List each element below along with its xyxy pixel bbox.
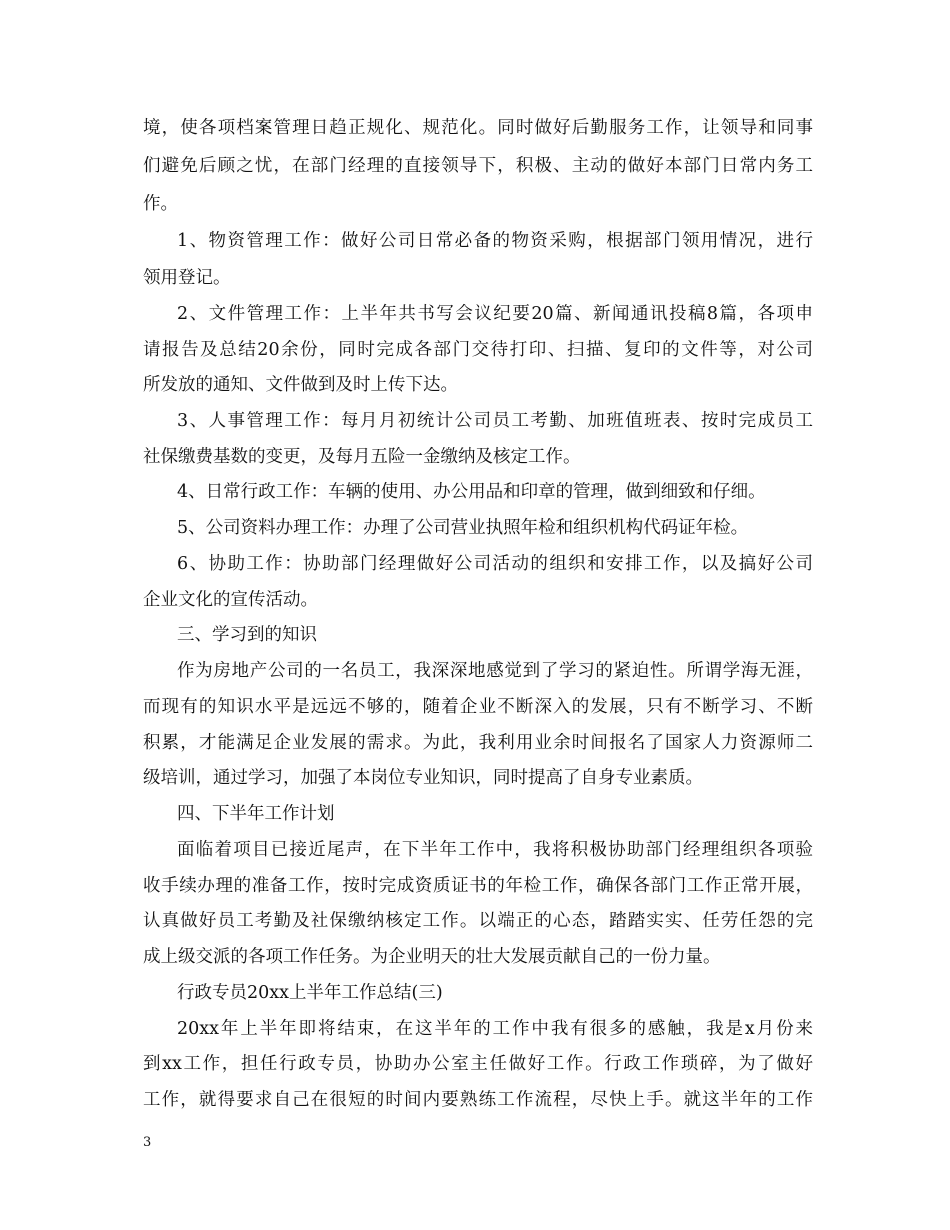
text-line: 请报告及总结20余份，同时完成各部门交待打印、扫描、复印的文件等，对公司 (143, 340, 813, 360)
text-line: 5、公司资料办理工作：办理了公司营业执照年检和组织机构代码证年检。 (177, 518, 749, 538)
text-line: 级培训，通过学习，加强了本岗位专业知识，同时提高了自身专业素质。 (143, 768, 703, 788)
text-line: 认真做好员工考勤及社保缴纳核定工作。以端正的心态，踏踏实实、任劳任怨的完 (143, 911, 813, 931)
text-line: 所发放的通知、文件做到及时上传下达。 (143, 375, 458, 395)
text-line: 成上级交派的各项工作任务。为企业明天的壮大发展贡献自己的一份力量。 (143, 947, 721, 967)
text-line: 面临着项目已接近尾声，在下半年工作中，我将积极协助部门经理组织各项验 (177, 840, 813, 860)
text-line: 4、日常行政工作：车辆的使用、办公用品和印章的管理，做到细致和仔细。 (177, 482, 766, 502)
text-line: 境，使各项档案管理日趋正规化、规范化。同时做好后勤服务工作，让领导和同事 (143, 118, 813, 138)
text-line: 3、人事管理工作：每月月初统计公司员工考勤、加班值班表、按时完成员工 (177, 411, 813, 431)
text-line: 积累，才能满足企业发展的需求。为此，我利用业余时间报名了国家人力资源师二 (143, 733, 813, 753)
text-line: 1、物资管理工作：做好公司日常必备的物资采购，根据部门领用情况，进行 (177, 231, 813, 251)
text-line: 20xx年上半年即将结束，在这半年的工作中我有很多的感触，我是x月份来 (177, 1019, 813, 1039)
section-heading: 四、下半年工作计划 (177, 804, 335, 824)
text-line: 而现有的知识水平是远远不够的，随着企业不断深入的发展，只有不断学习、不断 (143, 697, 813, 717)
text-line: 工作，就得要求自己在很短的时间内要熟练工作流程，尽快上手。就这半年的工作 (143, 1090, 813, 1110)
page-number: 3 (143, 1135, 152, 1150)
text-line: 6、协助工作：协助部门经理做好公司活动的组织和安排工作，以及搞好公司 (177, 554, 813, 574)
text-line: 领用登记。 (143, 268, 231, 288)
text-line: 们避免后顾之忧，在部门经理的直接领导下，积极、主动的做好本部门日常内务工 (143, 156, 813, 176)
text-line: 企业文化的宣传活动。 (143, 590, 318, 610)
text-line: 收手续办理的准备工作，按时完成资质证书的年检工作，确保各部门工作正常开展， (143, 876, 813, 896)
text-line: 作。 (143, 194, 178, 214)
section-heading: 行政专员20xx上半年工作总结(三) (177, 983, 443, 1003)
section-heading: 三、学习到的知识 (177, 625, 317, 645)
text-line: 到xx工作，担任行政专员，协助办公室主任做好工作。行政工作琐碎，为了做好 (143, 1054, 813, 1074)
text-line: 社保缴费基数的变更，及每月五险一金缴纳及核定工作。 (143, 447, 581, 467)
text-line: 2、文件管理工作：上半年共书写会议纪要20篇、新闻通讯投稿8篇，各项申 (177, 304, 813, 324)
text-line: 作为房地产公司的一名员工，我深深地感觉到了学习的紧迫性。所谓学海无涯， (177, 661, 813, 681)
